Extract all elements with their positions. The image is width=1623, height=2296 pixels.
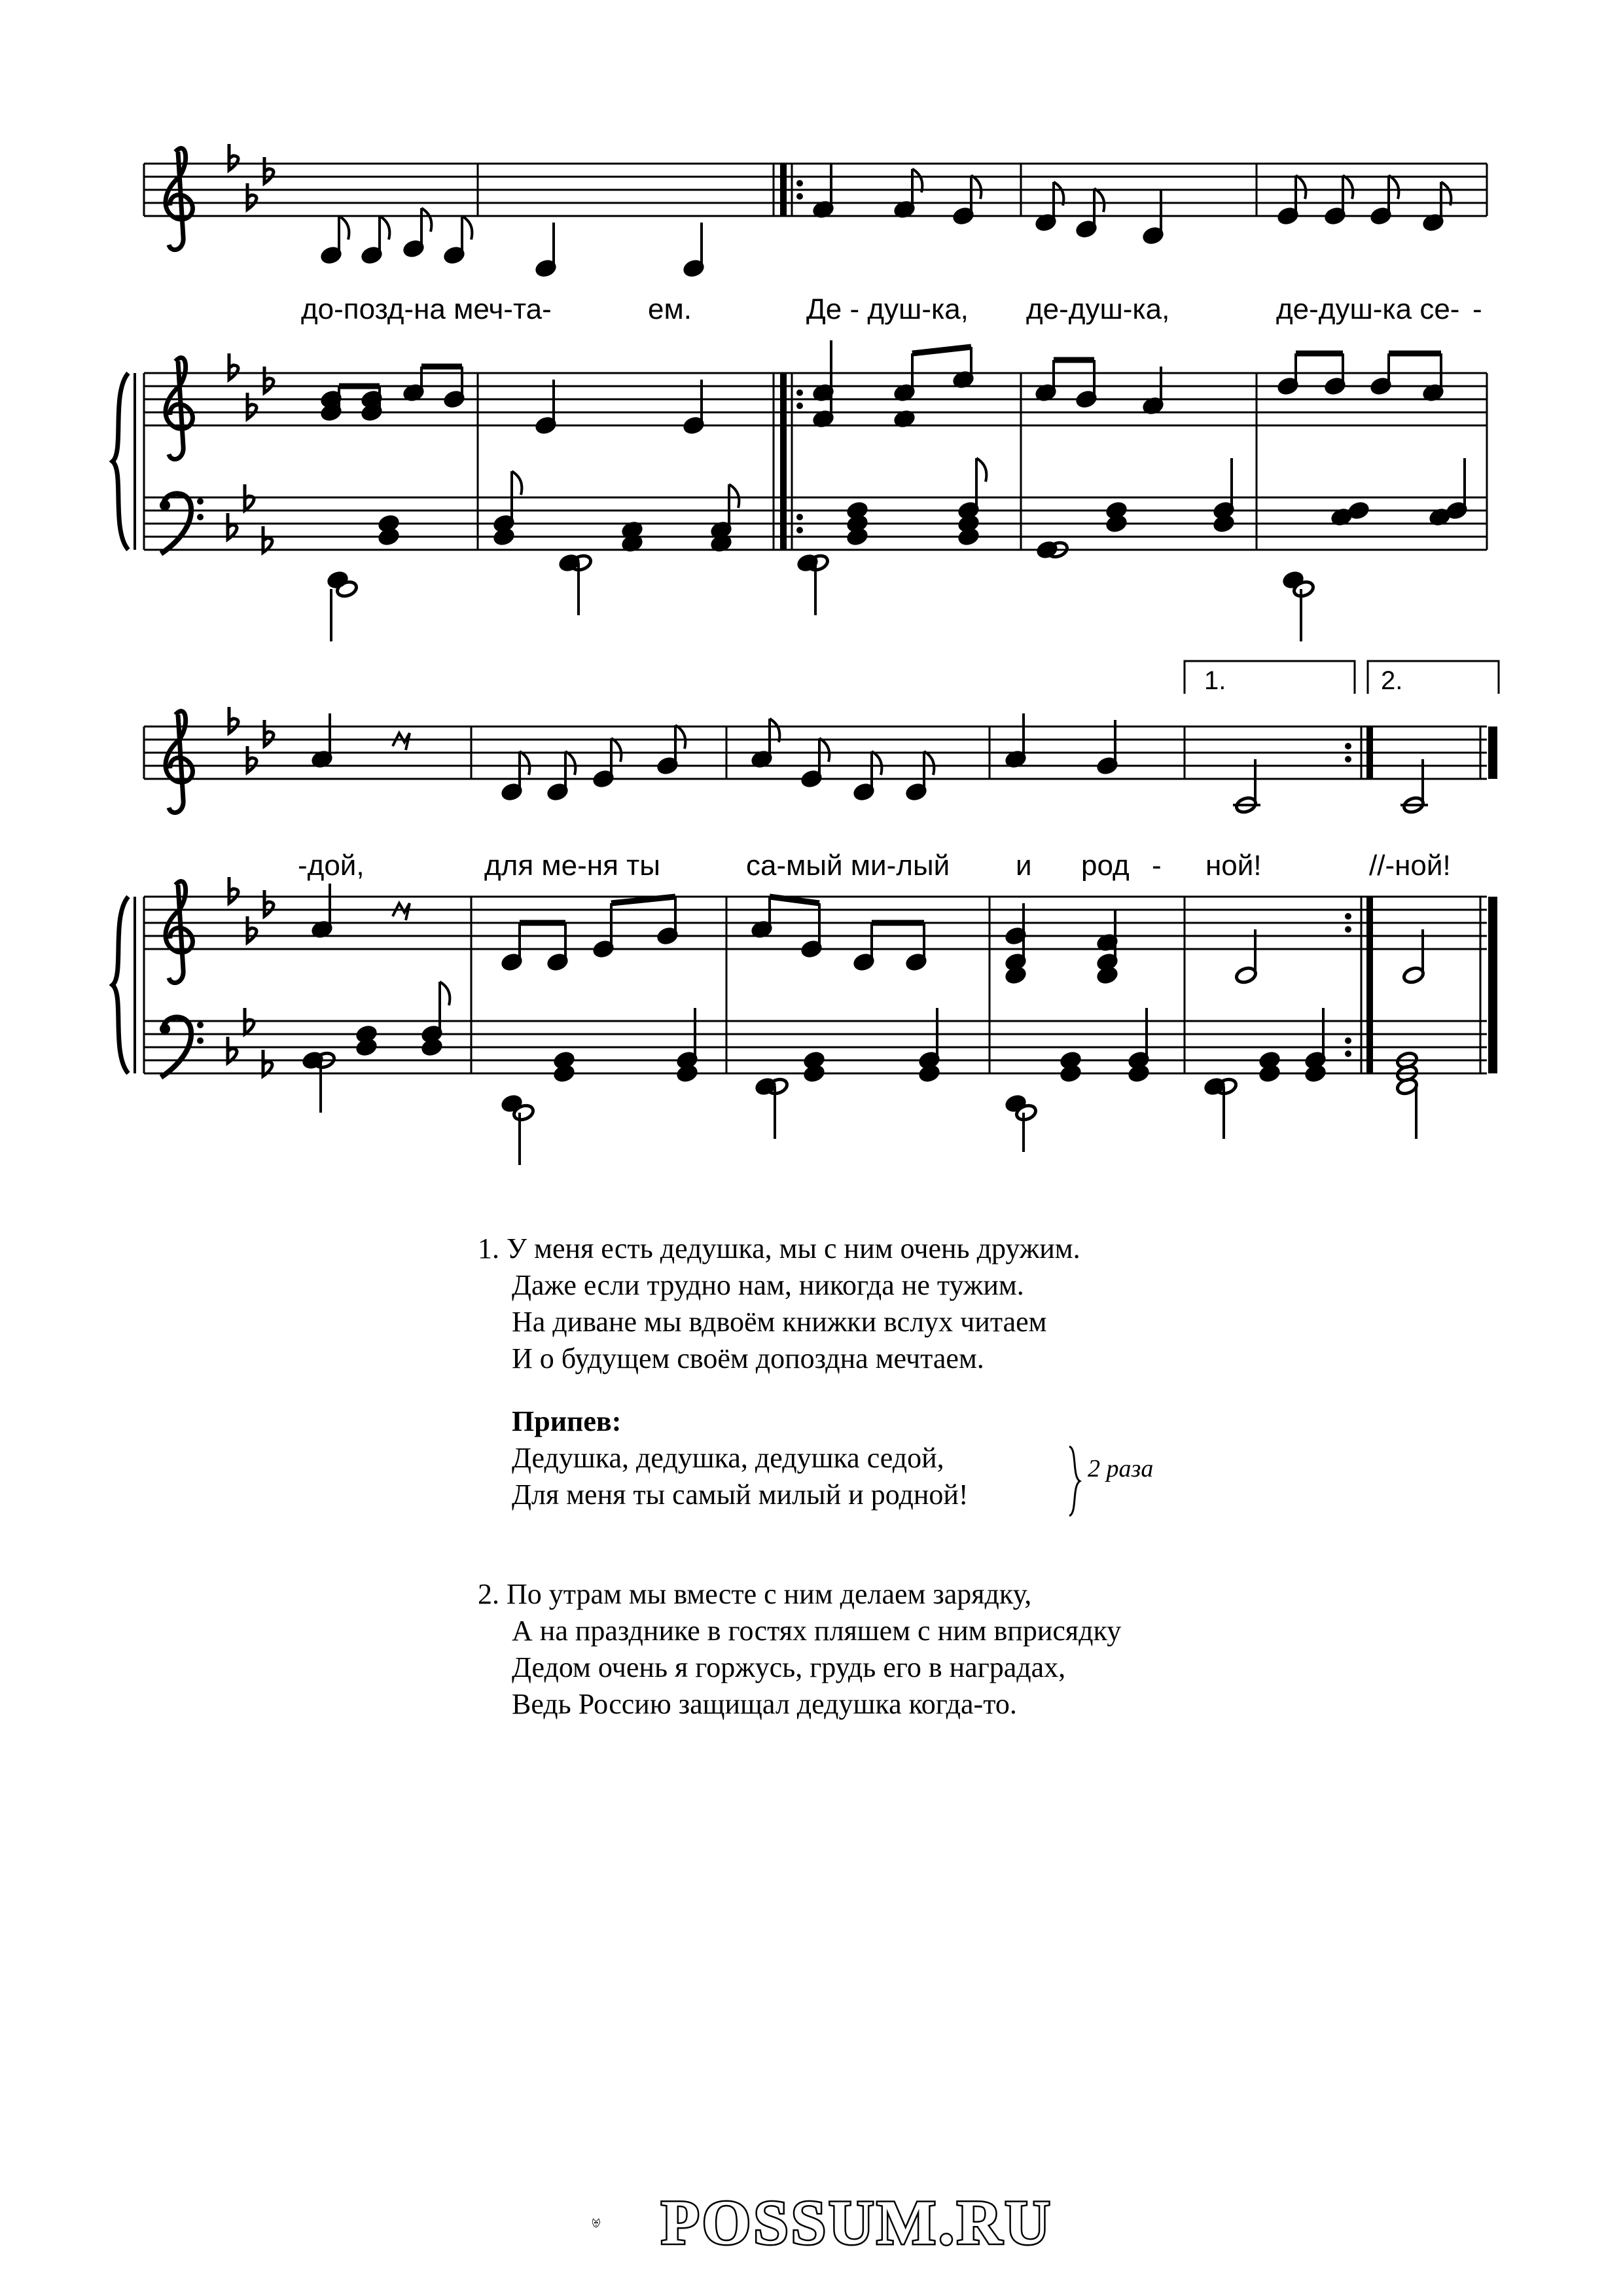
repeat-brace <box>1068 1445 1082 1517</box>
lyric-s2-3: са-мый ми-лый <box>746 850 950 882</box>
repeat-note: 2 раза <box>1088 1455 1154 1482</box>
chorus-line-1: Дедушка, дедушка, дедушка седой, <box>512 1442 944 1474</box>
lyric-s1-3: Де - душ-ка, <box>806 293 969 325</box>
verse-1-line-4: И о будущем своём допоздна мечтаем. <box>512 1342 984 1374</box>
footer-brand[interactable]: POSSUM.RU <box>661 2187 1053 2257</box>
lyric-s2-5: род <box>1081 850 1130 882</box>
song-verses <box>478 1230 1121 1723</box>
lyric-s1-6: - <box>1472 293 1482 325</box>
lyric-s2-7: ной! <box>1205 850 1262 882</box>
lyric-s1-2: ем. <box>648 293 692 325</box>
lyric-s2-1: -дой, <box>298 850 365 882</box>
verse-1 <box>478 1230 1121 1377</box>
lyric-s1-4: де-душ-ка, <box>1026 293 1170 325</box>
lyric-s2-6: - <box>1152 850 1162 882</box>
verse-1-line-3: На диване мы вдвоём книжки вслух читаем <box>512 1306 1047 1338</box>
verse-2-line-1: 2. По утрам мы вместе с ним делаем зарядку, <box>478 1578 1032 1610</box>
chorus-heading: Припев: <box>512 1405 622 1437</box>
volta-1-label: 1. <box>1204 666 1226 695</box>
chorus-line-2: Для меня ты самый милый и родной! <box>512 1479 969 1511</box>
lyric-s2-4: и <box>1016 850 1032 882</box>
chorus <box>478 1440 1121 1513</box>
lyric-s2-8: //-ной! <box>1369 850 1451 882</box>
lyric-s2-2: для ме-ня ты <box>484 850 660 882</box>
verse-1-line-1: 1. У меня есть дедушка, мы с ним очень дружим. <box>478 1232 1080 1265</box>
verse-2 <box>478 1576 1121 1723</box>
possum-head-icon <box>592 2179 658 2265</box>
volta-2-label: 2. <box>1381 666 1403 695</box>
lyric-s1-1: до-позд-на меч-та- <box>301 293 552 325</box>
lyric-s1-5: де-душ-ка се- <box>1276 293 1460 325</box>
verse-2-line-2: А на празднике в гостях пляшем с ним вприсядку <box>512 1615 1122 1647</box>
verse-1-line-2: Даже если трудно нам, никогда не тужим. <box>512 1269 1024 1301</box>
verse-2-line-3: Дедом очень я горжусь, грудь его в наградах, <box>512 1651 1066 1683</box>
verse-2-line-4: Ведь Россию защищал дедушка когда-то. <box>512 1688 1017 1720</box>
